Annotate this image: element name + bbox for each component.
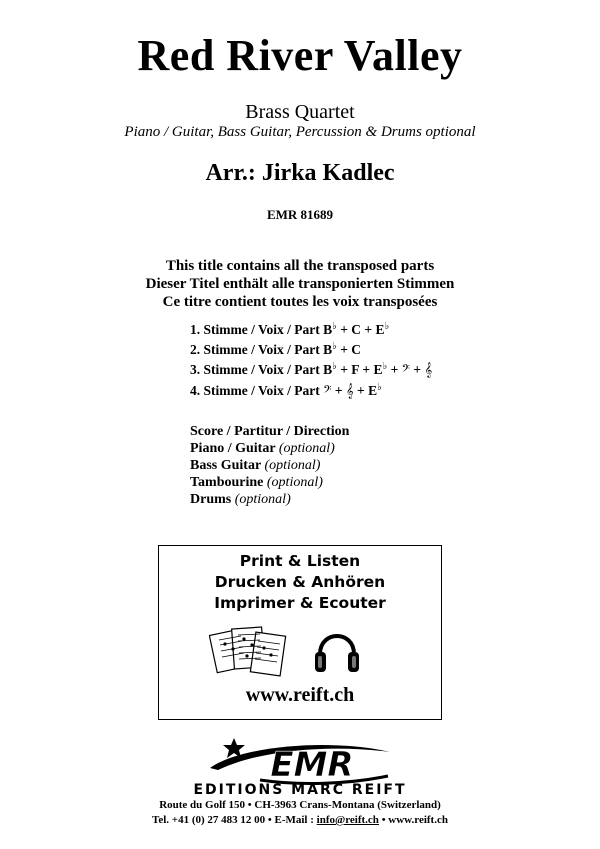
logo-text: EMR — [270, 745, 354, 785]
instrumentation: Piano / Guitar, Bass Guitar, Percussion & Drums optional — [124, 124, 476, 140]
part-3: 3. Stimme / Voix / Part B♭ + F + E♭ + 𝄢 + 𝄞 — [190, 361, 433, 378]
print-listen-fr: Imprimer & Ecouter — [214, 594, 386, 612]
content-bass-guitar: Bass Guitar (optional) — [190, 458, 321, 473]
note-french: Ce titre contient toutes les voix transposées — [162, 294, 438, 310]
print-listen-box — [158, 545, 442, 720]
bass-clef-icon: 𝄢 — [401, 363, 411, 378]
part-2: 2. Stimme / Voix / Part B♭ + C — [190, 341, 362, 357]
content-piano-guitar: Piano / Guitar (optional) — [190, 441, 335, 456]
content-tambourine: Tambourine (optional) — [190, 475, 323, 490]
print-listen-en: Print & Listen — [239, 552, 361, 570]
catalog-number: EMR 81689 — [266, 207, 334, 222]
bass-clef-icon: 𝄢 — [323, 384, 332, 399]
content-drums: Drums (optional) — [190, 492, 291, 507]
email-link[interactable]: info@reift.ch — [316, 814, 379, 826]
content-score: Score / Partitur / Direction — [190, 424, 350, 439]
page-title: Red River Valley — [137, 31, 463, 80]
website-url[interactable]: www.reift.ch — [245, 684, 355, 706]
note-german: Dieser Titel enthält alle transponierten Stimmen — [145, 276, 455, 292]
flat-icon: ♭ — [382, 361, 388, 372]
publisher-contact: Tel. +41 (0) 27 483 12 00 • E-Mail : info@reift.ch • www.reift.ch — [152, 814, 448, 826]
publisher-name: EDITIONS MARC REIFT — [193, 782, 407, 798]
headphones-icon — [312, 620, 362, 678]
arranger: Arr.: Jirka Kadlec — [205, 160, 395, 186]
flat-icon: ♭ — [332, 361, 337, 372]
part-4: 4. Stimme / Voix / Part 𝄢 + 𝄞 + E♭ — [190, 382, 382, 399]
part-1: 1. Stimme / Voix / Part B♭ + C + E♭ — [190, 321, 390, 337]
emr-logo — [200, 732, 400, 786]
flat-icon: ♭ — [332, 341, 337, 352]
flat-icon: ♭ — [377, 382, 382, 393]
publisher-address: Route du Golf 150 • CH-3963 Crans-Montana (Switzerland) — [159, 799, 441, 811]
sheet-music-icon — [209, 622, 289, 680]
flat-icon: ♭ — [332, 321, 337, 332]
subtitle: Brass Quartet — [245, 101, 355, 123]
note-english: This title contains all the transposed parts — [165, 258, 435, 274]
treble-clef-icon: 𝄞 — [345, 384, 354, 399]
print-listen-de: Drucken & Anhören — [214, 573, 386, 591]
treble-clef-icon: 𝄞 — [424, 363, 433, 378]
flat-icon: ♭ — [384, 321, 390, 332]
